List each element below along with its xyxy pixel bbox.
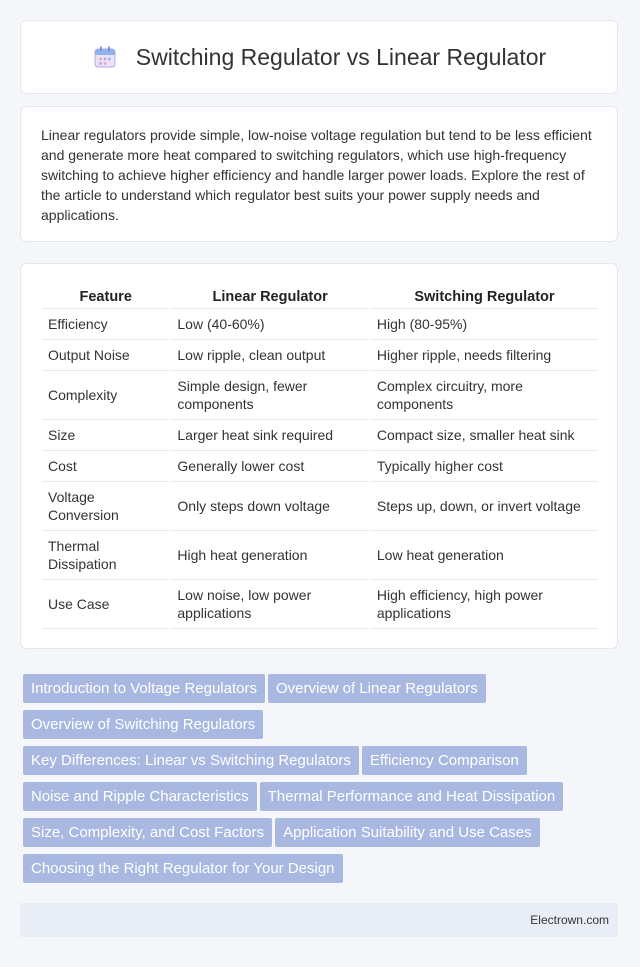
table-cell-switching: High (80-95%) xyxy=(370,309,598,340)
page-title: Switching Regulator vs Linear Regulator xyxy=(135,43,547,70)
table-cell-switching: Low heat generation xyxy=(370,531,598,580)
table-cell-feature: Output Noise xyxy=(42,340,170,371)
table-cell-feature: Complexity xyxy=(42,371,170,420)
table-cell-linear: Low noise, low power applications xyxy=(170,580,370,629)
topic-links xyxy=(23,674,623,890)
table-cell-linear: Larger heat sink required xyxy=(170,420,370,451)
column-header-linear: Linear Regulator xyxy=(170,284,370,309)
link-overview-of-linear-regulators[interactable]: Overview of Linear Regulators xyxy=(268,674,486,703)
comparison-table xyxy=(42,284,598,629)
link-introduction-to-voltage-regulators[interactable]: Introduction to Voltage Regulators xyxy=(23,674,265,703)
link-thermal-performance[interactable]: Thermal Performance and Heat Dissipation xyxy=(260,782,564,811)
column-header-switching: Switching Regulator xyxy=(370,284,598,309)
table-cell-linear: High heat generation xyxy=(170,531,370,580)
table-cell-switching: Compact size, smaller heat sink xyxy=(370,420,598,451)
column-header-feature: Feature xyxy=(42,284,170,309)
table-cell-feature: Efficiency xyxy=(42,309,170,340)
link-key-differences[interactable]: Key Differences: Linear vs Switching Regulators xyxy=(23,746,359,775)
table-cell-linear: Low (40-60%) xyxy=(170,309,370,340)
table-row xyxy=(42,451,598,482)
comparison-table-card xyxy=(20,263,618,649)
table-row xyxy=(42,340,598,371)
table-cell-switching: High efficiency, high power applications xyxy=(370,580,598,629)
table-row xyxy=(42,531,598,580)
table-cell-feature: Use Case xyxy=(42,580,170,629)
intro-card xyxy=(20,106,618,242)
calendar-icon xyxy=(92,44,118,70)
table-cell-linear: Only steps down voltage xyxy=(170,482,370,531)
footer-brand[interactable]: Electrown.com xyxy=(530,913,609,927)
table-cell-feature: Thermal Dissipation xyxy=(42,531,170,580)
table-cell-switching: Typically higher cost xyxy=(370,451,598,482)
table-cell-linear: Simple design, fewer components xyxy=(170,371,370,420)
table-cell-feature: Voltage Conversion xyxy=(42,482,170,531)
link-choosing-the-right-regulator[interactable]: Choosing the Right Regulator for Your Design xyxy=(23,854,343,883)
link-efficiency-comparison[interactable]: Efficiency Comparison xyxy=(362,746,527,775)
footer xyxy=(20,903,618,937)
table-cell-switching: Higher ripple, needs filtering xyxy=(370,340,598,371)
table-row xyxy=(42,371,598,420)
header-card xyxy=(20,20,618,94)
table-row xyxy=(42,580,598,629)
table-cell-switching: Complex circuitry, more components xyxy=(370,371,598,420)
table-cell-switching: Steps up, down, or invert voltage xyxy=(370,482,598,531)
table-row xyxy=(42,420,598,451)
table-cell-linear: Generally lower cost xyxy=(170,451,370,482)
link-application-suitability[interactable]: Application Suitability and Use Cases xyxy=(275,818,539,847)
table-cell-feature: Cost xyxy=(42,451,170,482)
link-overview-of-switching-regulators[interactable]: Overview of Switching Regulators xyxy=(23,710,263,739)
table-header-row xyxy=(42,284,598,309)
table-cell-feature: Size xyxy=(42,420,170,451)
table-row xyxy=(42,482,598,531)
link-size-complexity-cost[interactable]: Size, Complexity, and Cost Factors xyxy=(23,818,272,847)
intro-paragraph: Linear regulators provide simple, low-noise voltage regulation but tend to be less efficient and generate more heat compared to switching regulators, which use high-frequency switching to achieve higher efficiency and handle larger power loads. Explore the rest of the article to understand which regulator best suits your power supply needs and applications. xyxy=(41,127,592,223)
table-cell-linear: Low ripple, clean output xyxy=(170,340,370,371)
table-row xyxy=(42,309,598,340)
link-noise-and-ripple[interactable]: Noise and Ripple Characteristics xyxy=(23,782,257,811)
